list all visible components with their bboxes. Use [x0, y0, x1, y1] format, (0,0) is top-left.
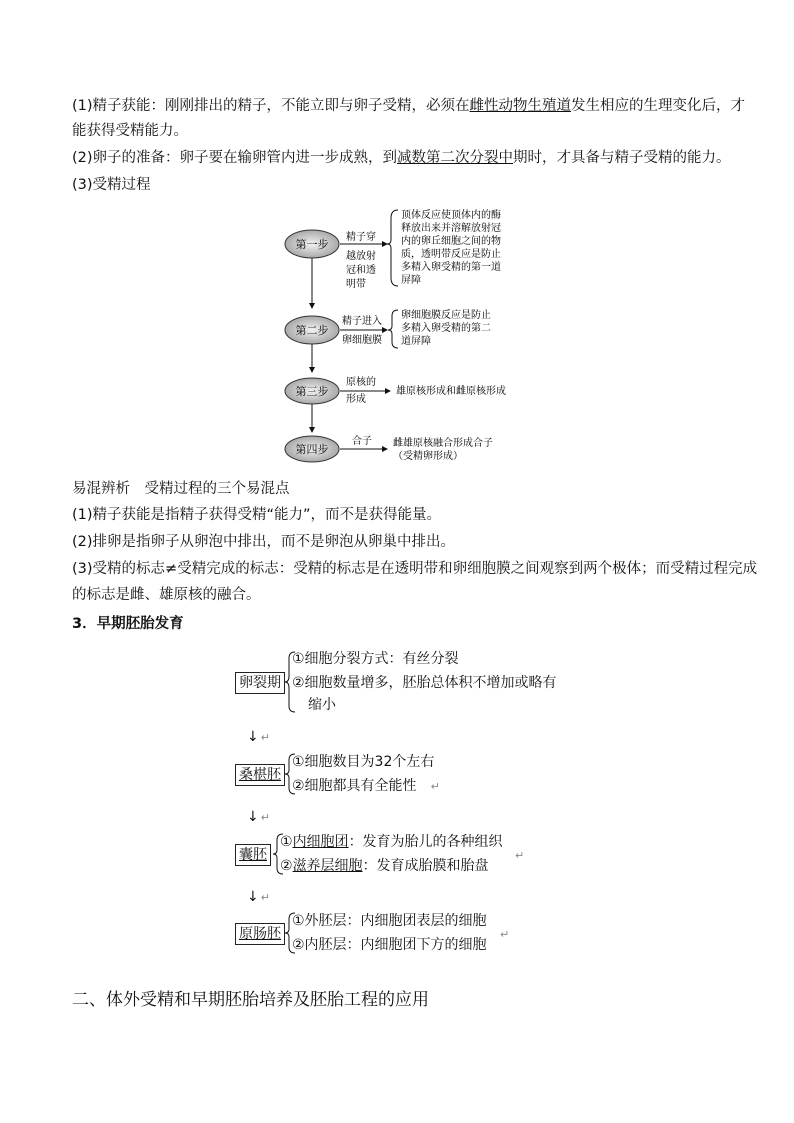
step1-action-3: 冠和透 [346, 265, 376, 276]
paragraph-sperm-capacitation-line2 [72, 121, 188, 141]
blastocyst-item-1-prefix: ① [280, 834, 293, 850]
paragraph-egg-preparation [72, 148, 731, 168]
fertilization-flow-diagram [270, 200, 530, 470]
p3-text: (3)受精过程 [72, 177, 151, 193]
arrow-3: ↓ ↵ [247, 889, 270, 905]
stage-blastocyst-box [235, 844, 271, 866]
stage-blastocyst-item-1 [280, 831, 503, 853]
step1-action-1: 精子穿 [346, 232, 376, 243]
step2-action-2: 卵细胞膜 [342, 335, 382, 346]
step1-brace [387, 210, 398, 286]
step2-detail-2: 多精入卵受精的第二 [401, 323, 491, 334]
paragraph-fertilization-process [72, 175, 151, 195]
step1-detail-4: 质，透明带反应是防止 [401, 249, 501, 260]
step1-action-4: 明带 [346, 279, 366, 290]
arrow-1-glyph: ↓ [247, 729, 259, 745]
tip-2: (2)排卵是指卵子从卵泡中排出，而不是卵泡从卵巢中排出。 [72, 534, 456, 550]
step1-action-2: 越放射 [346, 251, 376, 262]
stage-morula-name: 桑椹胚 [239, 767, 281, 783]
gastrula-return-mark: ↵ [500, 928, 510, 941]
arrow-3-glyph: ↓ [247, 889, 259, 905]
blastocyst-item-2-suffix: ：发育成胎膜和胎盘 [362, 858, 489, 874]
tip-1: (1)精子获能是指精子获得受精“能力”，而不是获得能量。 [72, 507, 442, 523]
step4-detail-2: （受精卵形成） [393, 451, 463, 462]
section-two-heading: 二、体外受精和早期胚胎培养及胚胎工程的应用 [72, 990, 429, 1010]
p2-suffix: 期时，才具备与精子受精的能力。 [513, 150, 731, 166]
blastocyst-item-2-underline: 滋养层细胞 [292, 858, 363, 874]
stage-morula-item-2: ②细胞都具有全能性 ↵ [292, 778, 440, 794]
tip-3-line1: (3)受精的标志≠受精完成的标志：受精的标志是在透明带和卵细胞膜之间观察到两个极体；而受精过程完成 [72, 561, 758, 577]
blastocyst-item-1-underline: 内细胞团 [292, 834, 349, 850]
stage-gastrula-name: 原肠胚 [239, 926, 281, 942]
stage-morula-box [235, 764, 285, 786]
step2-detail-3: 道屏障 [401, 336, 431, 347]
step1-detail-5: 多精入卵受精的第一道 [401, 262, 501, 273]
p1-text: (1)精子获能：刚刚排出的精子，不能立即与卵子受精，必须在 [72, 98, 470, 114]
step2-action-1: 精子进入 [342, 316, 382, 327]
step1-detail-3: 内的卵丘细胞之间的物 [401, 236, 501, 247]
step2-brace [388, 310, 398, 348]
step2-detail-1: 卵细胞膜反应是防止 [401, 310, 491, 321]
step2-label: 第二步 [295, 324, 329, 337]
step3-detail-1: 雄原核形成和雌原核形成 [396, 386, 506, 397]
stage-cleavage-item-1: ①细胞分裂方式：有丝分裂 [292, 651, 459, 667]
p1-line2: 能获得受精能力。 [72, 123, 188, 139]
step3-action-2: 形成 [346, 394, 366, 405]
blastocyst-item-1-suffix: ：发育为胎儿的各种组织 [348, 834, 503, 850]
step4-label: 第四步 [295, 443, 329, 456]
step3-action-1: 原核的 [346, 377, 376, 388]
stage-cleavage-item-3: 缩小 [308, 697, 336, 713]
stage-gastrula-box [235, 923, 285, 945]
step1-detail-6: 屏障 [401, 275, 421, 286]
stage-blastocyst-name: 囊胚 [239, 847, 267, 863]
stage-cleavage-name: 卵裂期 [239, 675, 281, 691]
step4-detail-1: 雌雄原核融合形成合子 [393, 438, 493, 449]
paragraph-sperm-capacitation [72, 96, 745, 116]
step1-detail-2: 释放出来并溶解放射冠 [401, 223, 501, 234]
stage-gastrula-item-2: ②内胚层：内细胞团下方的细胞 [292, 937, 487, 953]
tip-3-line2: 的标志是雌、雄原核的融合。 [72, 587, 261, 603]
stage-blastocyst-item-2 [280, 855, 489, 877]
step1-label: 第一步 [295, 238, 329, 251]
arrow-2: ↓ ↵ [247, 809, 270, 825]
arrow-1: ↓ ↵ [247, 729, 270, 745]
tips-title: 易混辨析 受精过程的三个易混点 [72, 481, 290, 497]
step3-label: 第三步 [295, 385, 329, 398]
p1-underline: 雌性动物生殖道 [469, 98, 572, 114]
arrow-2-glyph: ↓ [247, 809, 259, 825]
stage-morula-item-2-text: ②细胞都具有全能性 [292, 778, 417, 794]
p1-suffix: 发生相应的生理变化后，才 [571, 98, 746, 114]
step4-action-1: 合子 [352, 436, 372, 447]
section3-heading: 3．早期胚胎发育 [72, 616, 184, 632]
stage-cleavage-box [235, 672, 285, 694]
stage-gastrula-item-1: ①外胚层：内细胞团表层的细胞 [292, 913, 487, 929]
p2-text: (2)卵子的准备：卵子要在输卵管内进一步成熟，到 [72, 150, 398, 166]
stage-cleavage-item-2: ②细胞数量增多，胚胎总体积不增加或略有 [292, 675, 557, 691]
p2-underline: 减数第二次分裂中 [397, 150, 514, 166]
blastocyst-return-mark: ↵ [515, 849, 525, 862]
blastocyst-item-2-prefix: ② [280, 858, 293, 874]
step1-detail-1: 顶体反应使顶体内的酶 [401, 210, 501, 221]
stage-morula-item-1: ①细胞数目为32个左右 [292, 754, 435, 770]
